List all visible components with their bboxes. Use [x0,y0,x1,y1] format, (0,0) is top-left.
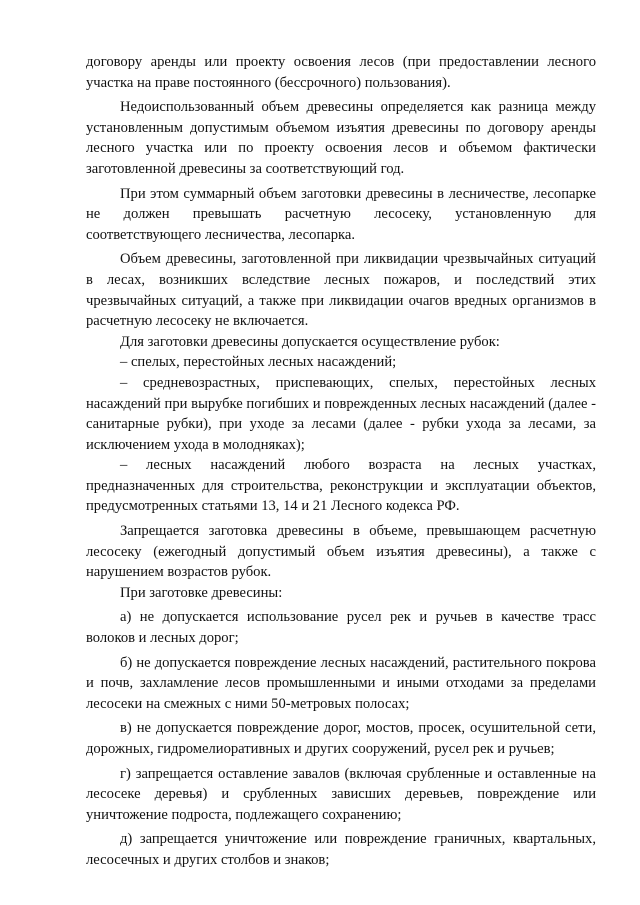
paragraph-prohibition: Запрещается заготовка древесины в объеме, превышающем расчетную лесосеку (ежегодный допустимый объем изъятия древесины), а также с нарушением возрастов рубок. [86,523,596,581]
list-item-d: д) запрещается уничтожение или повреждение граничных, квартальных, лесосечных и других столбов и знаков; [86,831,596,868]
paragraph-harvesting-intro: При заготовке древесины: [120,584,283,601]
paragraph-total-volume: При этом суммарный объем заготовки древесины в лесничестве, лесопарке не должен превышать расчетную лесосеку, установленную для соответствующего лесничества, лесопарка. [86,185,596,243]
paragraph-unused-volume: Недоиспользованный объем древесины определяется как разница между установленным допустимым объемом изъятия древесины по договору аренды лесного участка или по проекту освоения лесов и объемом фактически заготовленной древесины за соответствующий год. [86,99,596,177]
document-page [86,52,596,871]
paragraph-continuation: договору аренды или проекту освоения лесов (при предоставлении лесного участка на праве постоянного (бессрочного) пользования). [86,54,596,91]
list-item-g: г) запрещается оставление завалов (включая срубленные и оставленные на лесосеке деревья) и срубленных зависших деревьев, повреждение или уничтожение подроста, подлежащего сохранению; [86,765,596,823]
list-item-middle-aged: – средневозрастных, приспевающих, спелых, перестойных лесных насаждений при вырубке погибших и поврежденных лесных насаждений (далее - санитарные рубки), при уходе за лесами (далее - рубки ухода за лесами, за исключением ухода в молодняках); [86,374,596,453]
paragraph-emergency-volume: Объем древесины, заготовленной при ликвидации чрезвычайных ситуаций в лесах, возникших вследствие лесных пожаров, и последствий этих чрезвычайных ситуаций, а также при ликвидации очагов вредных организмов в расчетную лесосеку не включается. [86,251,596,330]
list-item-mature: – спелых, перестойных лесных насаждений; [120,354,397,371]
list-item-v: в) не допускается повреждение дорог, мостов, просек, осушительной сети, дорожных, гидромелиоративных и других сооружений, русел рек и ручьев; [86,720,596,757]
paragraph-allowed-cuttings: Для заготовки древесины допускается осуществление рубок: [120,333,500,350]
list-item-a: а) не допускается использование русел рек и ручьев в качестве трасс волоков и лесных дорог; [86,609,596,647]
list-item-any-age: – лесных насаждений любого возраста на лесных участках, предназначенных для строительства, реконструкции и эксплуатации объектов, предусмотренных статьями 13, 14 и 21 Лесного кодекса РФ. [86,457,596,515]
list-item-b: б) не допускается повреждение лесных насаждений, растительного покрова и почв, захламление лесов промышленными и иными отходами за пределами лесосеки на смежных с ними 50-метровых полосах; [86,654,596,712]
